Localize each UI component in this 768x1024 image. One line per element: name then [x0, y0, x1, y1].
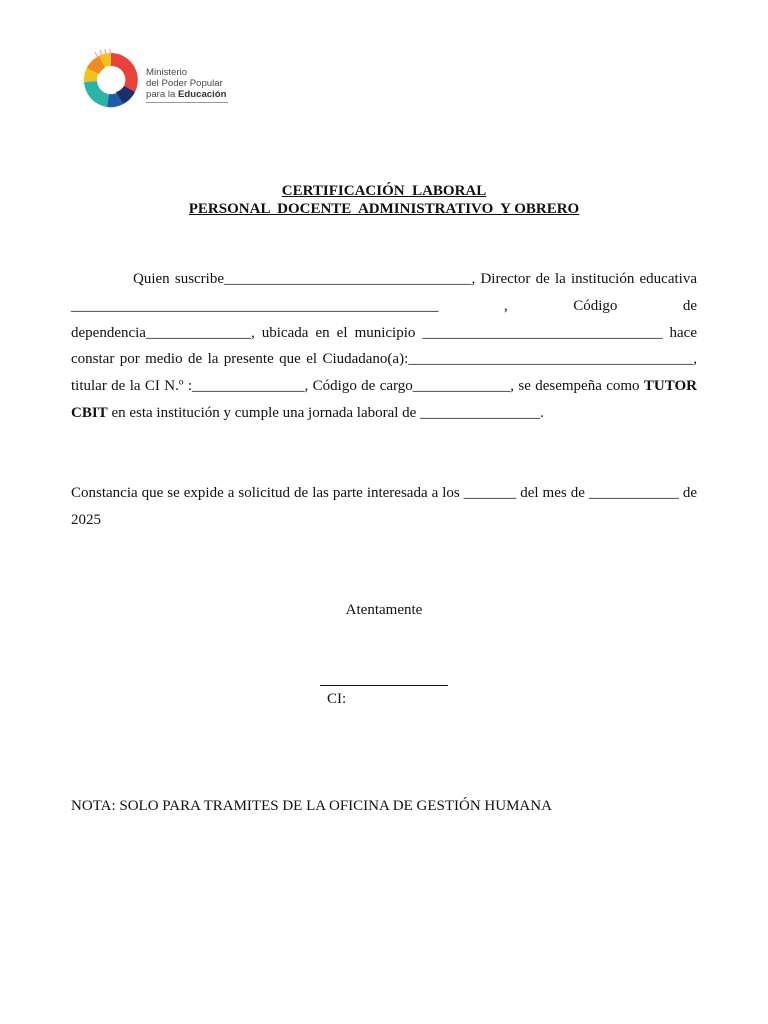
logo-divider: [146, 102, 228, 103]
ministry-emblem-icon: [80, 49, 144, 113]
logo-line-3-prefix: para la: [146, 89, 178, 100]
footer-note: NOTA: SOLO PARA TRAMITES DE LA OFICINA DE GESTIÓN HUMANA: [71, 798, 552, 814]
certification-text-start: Quien suscribe_________________________________, Director de la institución educativa _________________________________________________ , Código de dependencia______________, ubicada en el municipio ________________________________ hace constar por medio de la presente que el Ciudadano(a):______________________________________, titular de la CI N.º :_______________, Código de cargo_____________, se desempeña como: [71, 271, 697, 395]
certification-text-end: en esta institución y cumple una jornada laboral de ________________.: [107, 404, 544, 421]
document-subtitle: PERSONAL DOCENTE ADMINISTRATIVO Y OBRERO: [188, 201, 580, 217]
ci-label: CI:: [327, 691, 347, 707]
certification-paragraph: [71, 266, 697, 427]
logo-line-2: del Poder Popular: [146, 78, 223, 89]
position-title: TUTOR CBIT: [71, 378, 697, 421]
signature-line: [320, 685, 448, 686]
ministry-logo: [80, 49, 232, 113]
logo-wordmark: [146, 67, 227, 100]
constancia-paragraph: Constancia que se expide a solicitud de las parte interesada a los _______ del mes de ____________ de 2025: [71, 485, 697, 528]
logo-line-3: [146, 89, 227, 100]
logo-line-1: Ministerio: [146, 67, 188, 78]
closing-salutation: Atentamente: [345, 602, 423, 618]
logo-line-3-bold: Educación: [178, 89, 227, 100]
document-title: CERTIFICACIÓN LABORAL: [281, 183, 487, 199]
